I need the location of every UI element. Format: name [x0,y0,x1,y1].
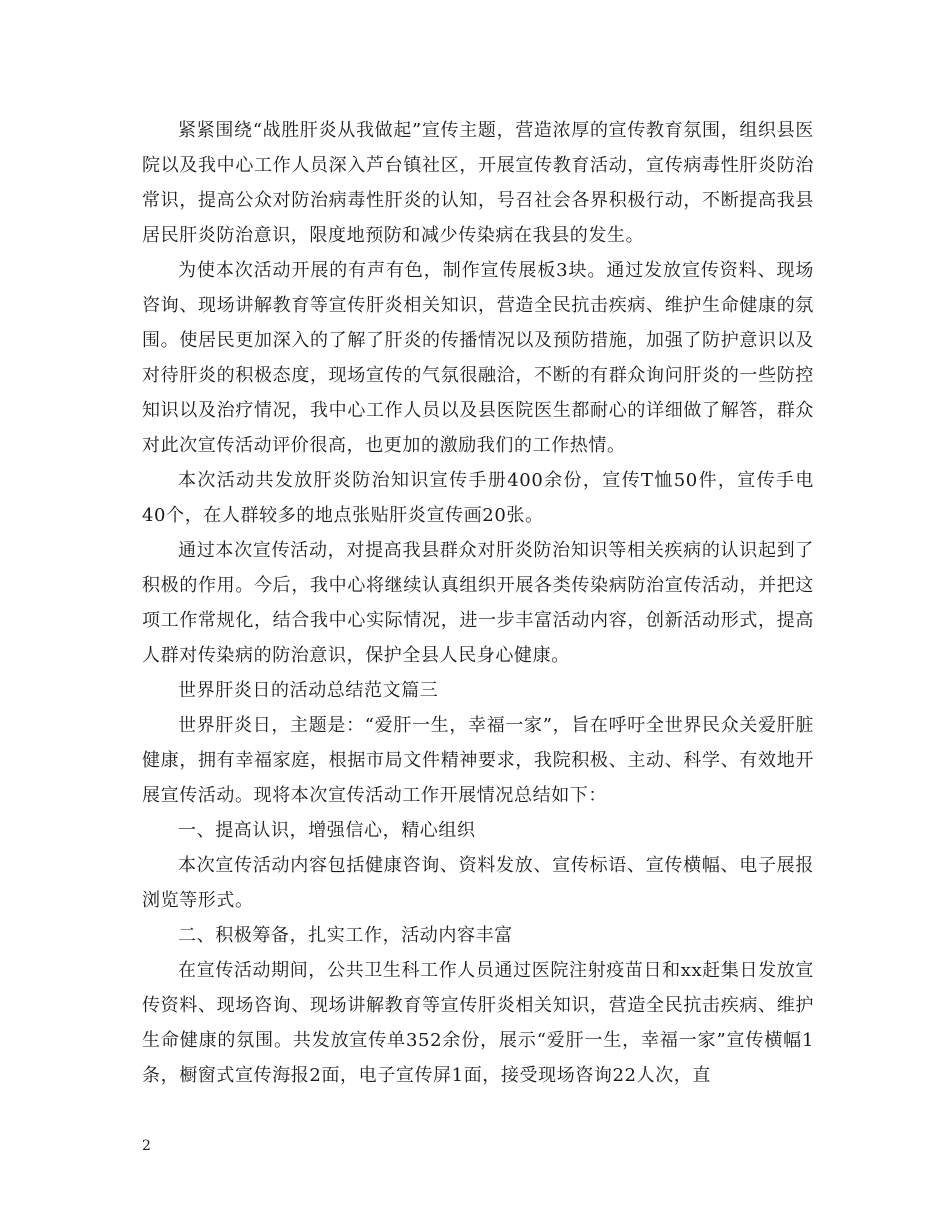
paragraph-campaign-theme: 紧紧围绕“战胜肝炎从我做起”宣传主题，营造浓厚的宣传教育氛围，组织县医院以及我中心工作人员深入芦台镇社区，开展宣传教育活动，宣传病毒性肝炎防治常识，提高公众对防治病毒性肝炎的认知，号召社会各界积极行动，不断提高我县居民肝炎防治意识，限度地预防和减少传染病在我县的发生。 [142,120,814,246]
paragraph-conclusion: 通过本次宣传活动，对提高我县群众对肝炎防治知识等相关疾病的认识起到了积极的作用。今后，我中心将继续认真组织开展各类传染病防治宣传活动，并把这项工作常规化，结合我中心实际情况，进一步丰富活动内容，创新活动形式，提高人群对传染病的防治意识，保护全县人民身心健康。 [142,540,814,666]
subheading-two: 二、积极筹备，扎实工作，活动内容丰富 [178,925,513,946]
paragraph-materials-distributed: 本次活动共发放肝炎防治知识宣传手册400余份，宣传T恤50件，宣传手电40个，在人群较多的地点张贴肝炎宣传画20张。 [142,470,814,526]
document-body [142,113,814,1093]
paragraph-world-hepatitis-day-intro: 世界肝炎日，主题是：“爱肝一生，幸福一家”，旨在呼吁全世界民众关爱肝脏健康，拥有幸福家庭，根据市局文件精神要求，我院积极、主动、科学、有效地开展宣传活动。现将本次宣传活动工作开展情况总结如下： [142,715,814,806]
paragraph-activity-period: 在宣传活动期间，公共卫生科工作人员通过医院注射疫苗日和xx赶集日发放宣传资料、现场咨询、现场讲解教育等宣传肝炎相关知识，营造全民抗击疾病、维护生命健康的氛围。共发放宣传单352余份，展示“爱肝一生，幸福一家”宣传横幅1条，橱窗式宣传海报2面，电子宣传屏1面，接受现场咨询22人次，直 [142,960,814,1086]
subheading-one: 一、提高认识，增强信心，精心组织 [178,820,476,841]
section-heading-article-three: 世界肝炎日的活动总结范文篇三 [178,680,439,701]
paragraph-activity-forms: 本次宣传活动内容包括健康咨询、资料发放、宣传标语、宣传横幅、电子展报浏览等形式。 [142,855,814,911]
paragraph-activity-details: 为使本次活动开展的有声有色，制作宣传展板3块。通过发放宣传资料、现场咨询、现场讲解教育等宣传肝炎相关知识，营造全民抗击疾病、维护生命健康的氛围。使居民更加深入的了解了肝炎的传播情况以及预防措施，加强了防护意识以及对待肝炎的积极态度，现场宣传的气氛很融洽，不断的有群众询问肝炎的一些防控知识以及治疗情况，我中心工作人员以及县医院医生都耐心的详细做了解答，群众对此次宣传活动评价很高，也更加的激励我们的工作热情。 [142,260,814,456]
page-number: 2 [142,1138,151,1154]
